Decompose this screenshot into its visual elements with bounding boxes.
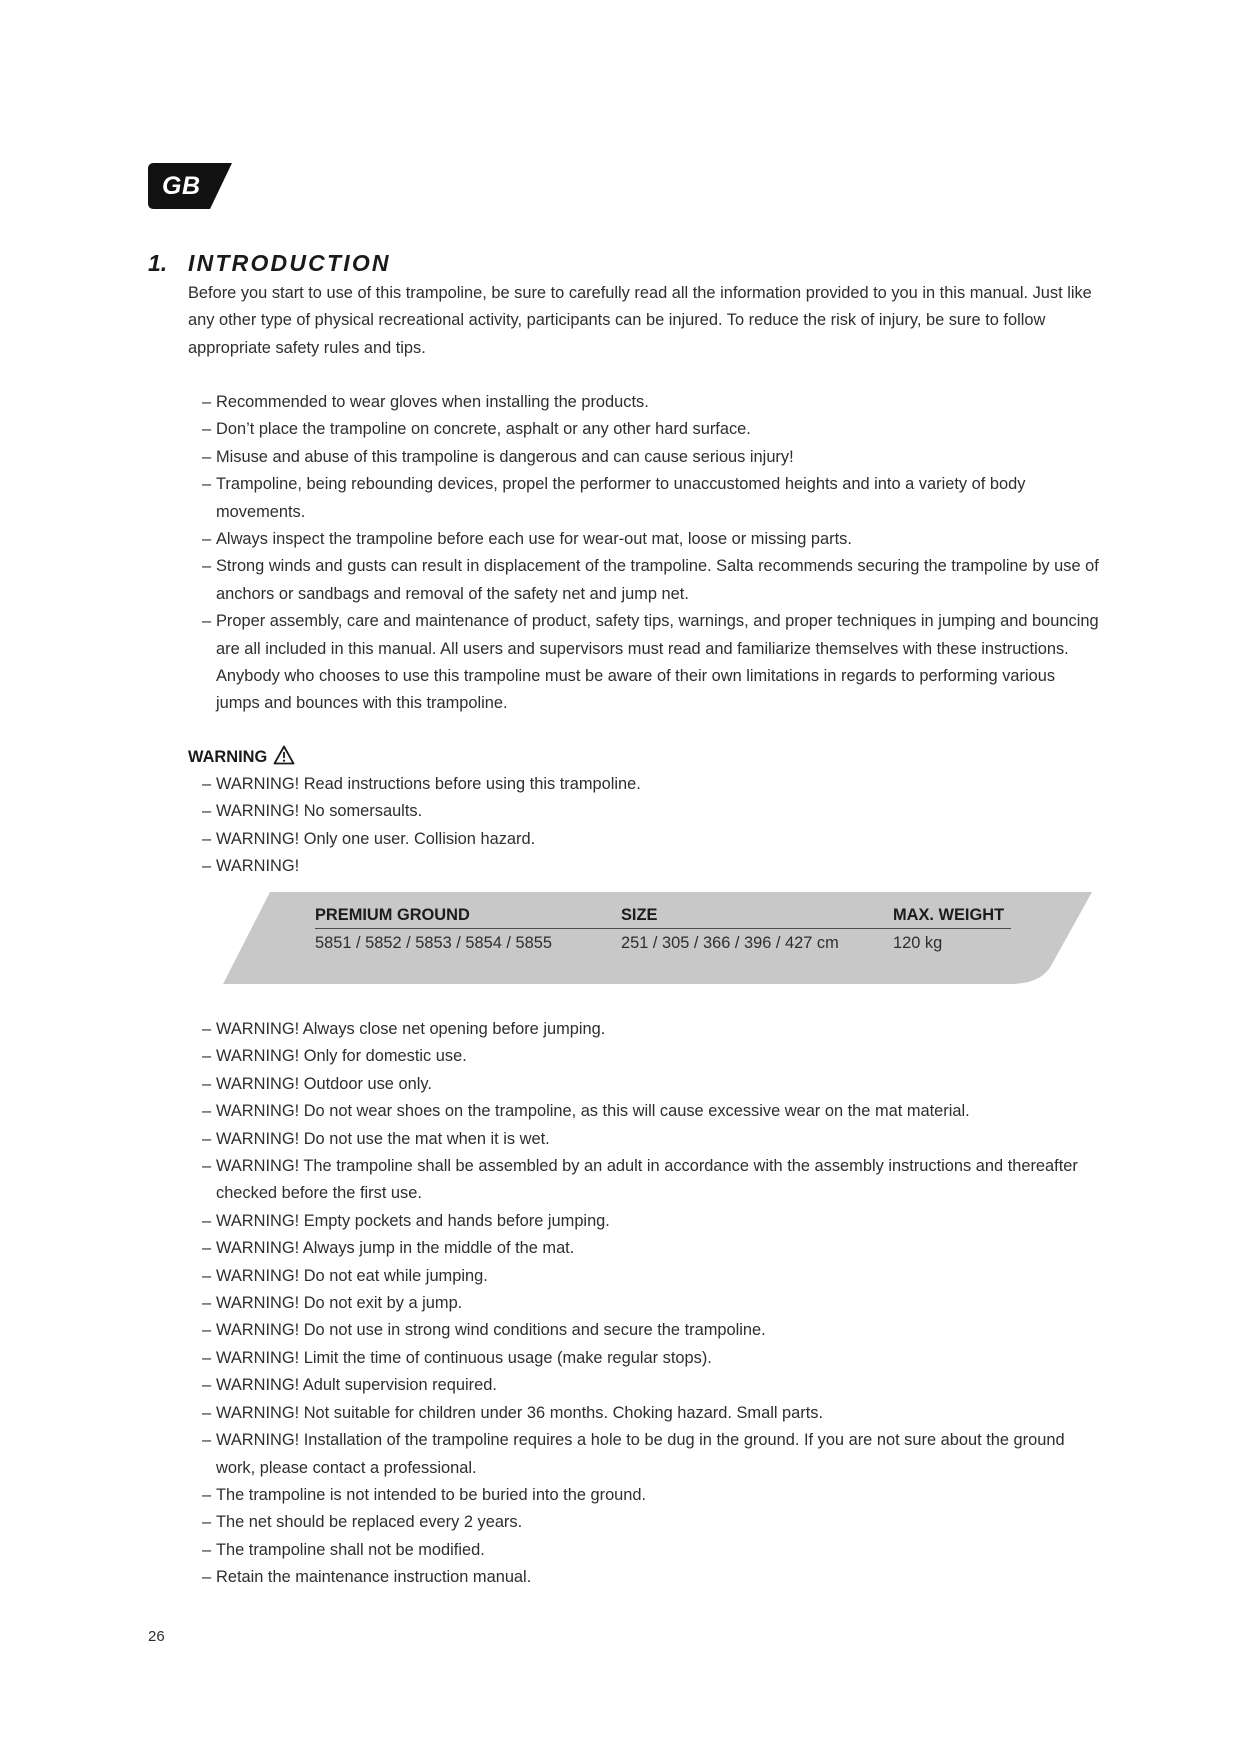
intro-paragraph <box>188 280 1108 362</box>
page-number: 26 <box>148 1628 165 1645</box>
section-title: INTRODUCTION <box>188 250 391 276</box>
list-item-text: WARNING! Not suitable for children under 36 months. Choking hazard. Small parts. <box>216 1403 824 1422</box>
list-item <box>202 1235 1102 1262</box>
list-item-text: WARNING! Read instructions before using this trampoline. <box>216 775 641 793</box>
list-item-text: The net should be replaced every 2 years. <box>216 1513 523 1532</box>
badge-label: GB <box>162 172 201 200</box>
list-item <box>202 1482 1102 1509</box>
list-item <box>202 853 1102 880</box>
list-item-text: Strong winds and gusts can result in displacement of the trampoline. Salta recommends securing the trampoline by use of anchors or sandbags and removal of the safety net and jump net. <box>216 557 1099 603</box>
list-item <box>202 1427 1102 1482</box>
list-item-text: WARNING! The trampoline shall be assembled by an adult in accordance with the assembly instructions and thereafter checked before the first use. <box>216 1157 1078 1203</box>
spec-cell-sizes: 251 / 305 / 366 / 396 / 427 cm <box>621 934 839 952</box>
list-item-text: WARNING! Do not exit by a jump. <box>216 1294 463 1313</box>
spec-cell-models: 5851 / 5852 / 5853 / 5854 / 5855 <box>315 934 552 952</box>
list-item-text: WARNING! Only for domestic use. <box>216 1047 467 1066</box>
intro-line: Before you start to use of this trampoline, be sure to carefully read all the information provided to you in this manual. <box>188 284 1029 302</box>
list-item <box>202 444 1102 471</box>
list-item-text: WARNING! No somersaults. <box>216 802 423 821</box>
list-item-text: WARNING! <box>216 857 300 876</box>
list-item <box>202 1016 1102 1043</box>
list-item-text: WARNING! Empty pockets and hands before jumping. <box>216 1211 610 1230</box>
intro-line: to follow appropriate safety rules and tips. <box>188 311 1046 357</box>
spec-header-weight: MAX. WEIGHT <box>893 906 1011 929</box>
list-item-text: Retain the maintenance instruction manual. <box>216 1568 532 1587</box>
warning-title: WARNING <box>188 748 268 766</box>
section-heading <box>148 250 391 277</box>
list-item-text: WARNING! Always close net opening before jumping. <box>216 1020 606 1038</box>
list-item <box>202 416 1102 443</box>
list-item-text: WARNING! Installation of the trampoline requires a hole to be dug in the ground. If you are not sure about the ground work, please contact a professional. <box>216 1431 1065 1477</box>
list-item <box>202 1509 1102 1536</box>
list-item <box>202 1043 1102 1070</box>
list-item-text: The trampoline is not intended to be buried into the ground. <box>216 1485 647 1504</box>
list-item <box>202 389 1102 416</box>
language-badge <box>148 163 232 209</box>
list-item <box>202 1564 1102 1591</box>
list-item <box>202 798 1102 825</box>
list-item <box>202 1372 1102 1399</box>
list-item-text: Trampoline, being rebounding devices, propel the performer to unaccustomed heights and into a variety of body movements. <box>216 475 1026 521</box>
warning-list <box>202 1016 1102 1592</box>
spec-data-row <box>315 929 1011 954</box>
safety-list <box>202 389 1102 718</box>
list-item-text: Recommended to wear gloves when installing the products. <box>216 393 649 411</box>
list-item <box>202 1537 1102 1564</box>
list-item-text: The trampoline shall not be modified. <box>216 1540 485 1559</box>
list-item-text: WARNING! Do not use in strong wind conditions and secure the trampoline. <box>216 1321 766 1340</box>
list-item <box>202 1400 1102 1427</box>
list-item-text: Always inspect the trampoline before each use for wear-out mat, loose or missing parts. <box>216 530 852 549</box>
list-item-text: WARNING! Only one user. Collision hazard. <box>216 829 536 848</box>
list-item-text: WARNING! Always jump in the middle of the mat. <box>216 1239 575 1258</box>
list-item <box>202 1345 1102 1372</box>
list-item-text: Misuse and abuse of this trampoline is dangerous and can cause serious injury! <box>216 447 794 466</box>
spec-table <box>315 906 1011 953</box>
list-item <box>202 1098 1102 1125</box>
warning-heading <box>188 745 295 770</box>
list-item-text: WARNING! Do not eat while jumping. <box>216 1266 488 1285</box>
list-item <box>202 826 1102 853</box>
list-item <box>202 1071 1102 1098</box>
list-item <box>202 608 1102 718</box>
spec-header-row <box>315 906 1011 929</box>
list-item <box>202 1263 1102 1290</box>
spec-cell-weight: 120 kg <box>893 934 943 952</box>
warning-top-list <box>202 771 1102 881</box>
list-item-text: WARNING! Do not wear shoes on the trampoline, as this will cause excessive wear on the mat material. <box>216 1102 970 1121</box>
list-item <box>202 553 1102 608</box>
list-item <box>202 1153 1102 1208</box>
list-item <box>202 1208 1102 1235</box>
list-item <box>202 526 1102 553</box>
list-item <box>202 1290 1102 1317</box>
section-number: 1. <box>148 250 168 276</box>
spec-header-model: PREMIUM GROUND <box>315 906 621 929</box>
list-item <box>202 471 1102 526</box>
intro-line: Just like any other type of physical recreational activity, participants can be injured. To reduce the risk of injury, be sure <box>188 284 1092 330</box>
list-item-text: WARNING! Outdoor use only. <box>216 1074 432 1093</box>
list-item-text: Proper assembly, care and maintenance of product, safety tips, warnings, and proper techniques in jumping and bouncing are all included in this manual. All users and supervisors must read and familiarize themselves with these instructions. Anybody who chooses to use this trampoline must be aware of their own limitations in regards to performing various jumps and bounces with this trampoline. <box>216 612 1099 713</box>
list-item-text: WARNING! Adult supervision required. <box>216 1376 497 1395</box>
list-item-text: Don’t place the trampoline on concrete, asphalt or any other hard surface. <box>216 420 751 439</box>
warning-triangle-icon <box>273 745 295 770</box>
spec-header-size: SIZE <box>621 906 893 929</box>
list-item <box>202 1317 1102 1344</box>
list-item <box>202 771 1102 798</box>
list-item-text: WARNING! Limit the time of continuous usage (make regular stops). <box>216 1348 712 1367</box>
list-item <box>202 1126 1102 1153</box>
spec-band <box>220 892 1092 984</box>
list-item-text: WARNING! Do not use the mat when it is wet. <box>216 1129 550 1148</box>
